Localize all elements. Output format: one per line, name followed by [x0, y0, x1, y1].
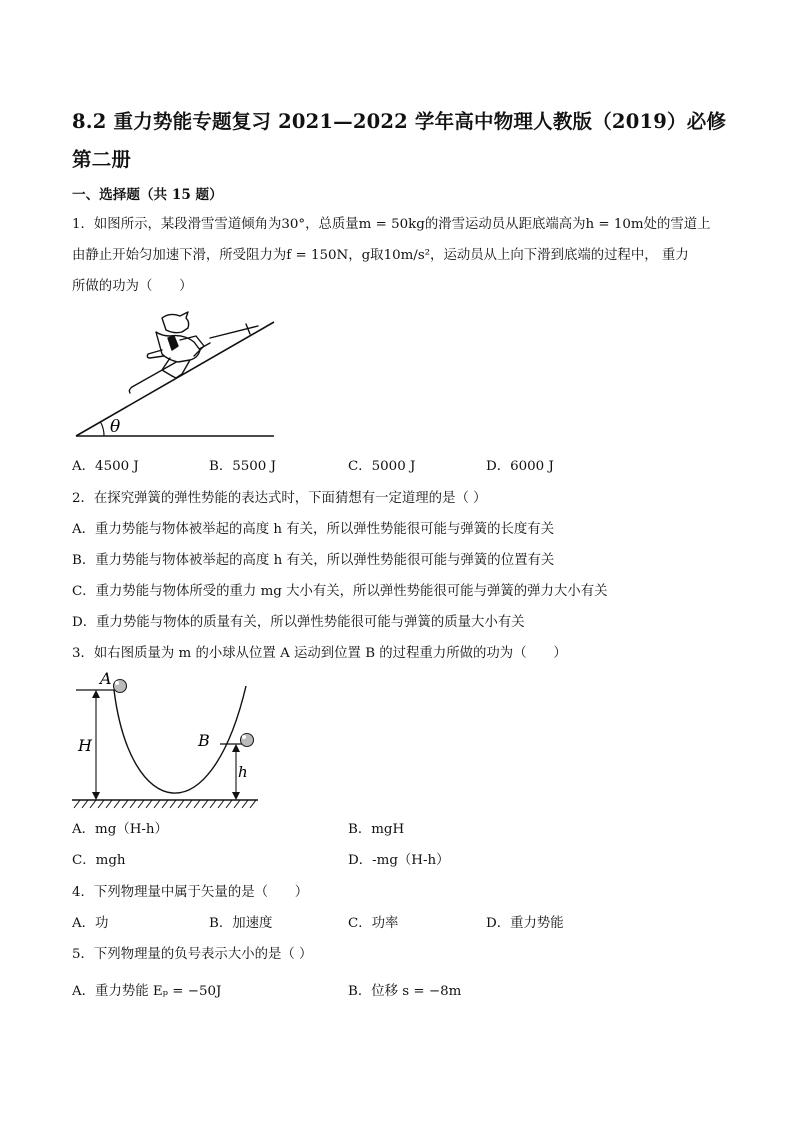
ski-slope-figure [70, 308, 285, 443]
q2-option-a[interactable]: A．重力势能与物体被举起的高度 h 有关，所以弹性势能很可能与弹簧的长度有关 [72, 522, 555, 537]
label-H: H [78, 736, 92, 755]
q5-option-a[interactable]: A．重力势能 Eₚ = −50J [72, 984, 222, 999]
arrow-down-icon [232, 792, 240, 800]
q5-stem: 5．下列物理量的负号表示大小的是（ ） [72, 947, 313, 962]
label-B: B [198, 731, 210, 750]
q3-option-b[interactable]: B．mgH [348, 822, 405, 837]
q5-option-b[interactable]: B．位移 s = −8m [348, 984, 462, 999]
q3-option-c[interactable]: C．mgh [72, 853, 126, 868]
q2-option-c[interactable]: C．重力势能与物体所受的重力 mg 大小有关，所以弹性势能很可能与弹簧的弹力大小有关 [72, 584, 608, 599]
ground-hatching [74, 800, 256, 808]
q1-option-a[interactable]: A．4500 J [72, 459, 139, 474]
ball-at-a [114, 680, 127, 693]
q4-option-c[interactable]: C．功率 [348, 916, 399, 931]
q4-option-d[interactable]: D．重力势能 [486, 916, 564, 931]
q2-option-d[interactable]: D．重力势能与物体的质量有关，所以弹性势能很可能与弹簧的质量大小有关 [72, 615, 525, 630]
arrow-down-icon [92, 792, 100, 800]
ball-track-figure [70, 668, 265, 813]
q3-stem: 3．如右图质量为 m 的小球从位置 A 运动到位置 B 的过程重力所做的功为（ ） [72, 646, 567, 661]
q4-option-b[interactable]: B．加速度 [209, 916, 273, 931]
q1-option-c[interactable]: C．5000 J [348, 459, 416, 474]
angle-label: θ [110, 417, 121, 437]
q2-stem: 2．在探究弹簧的弹性势能的表达式时，下面猜想有一定道理的是（ ） [72, 491, 487, 506]
q2-option-b[interactable]: B．重力势能与物体被举起的高度 h 有关，所以弹性势能很可能与弹簧的位置有关 [72, 553, 555, 568]
q4-option-a[interactable]: A．功 [72, 916, 109, 931]
skier-icon [129, 312, 258, 393]
label-A: A [100, 669, 112, 688]
label-small-h: h [238, 763, 248, 781]
arrow-up-icon [92, 690, 100, 698]
q1-option-d[interactable]: D．6000 J [486, 459, 554, 474]
angle-arc [101, 422, 105, 436]
q1-stem-line1: 1．如图所示，某段滑雪雪道倾角为30°，总质量m = 50kg的滑雪运动员从距底端高为h = 10m处的雪道上 [72, 217, 711, 232]
q1-option-b[interactable]: B．5500 J [209, 459, 276, 474]
q4-stem: 4．下列物理量中属于矢量的是（ ） [72, 885, 309, 900]
section-heading: 一、选择题（共 15 题） [72, 187, 223, 203]
track-curve [114, 686, 246, 793]
q1-stem-line3: 所做的功为（ ） [72, 279, 193, 294]
arrow-up-icon [232, 744, 240, 752]
q3-option-a[interactable]: A．mg（H-h） [72, 822, 168, 837]
q1-stem-line2: 由静止开始匀加速下滑，所受阻力为f = 150N，g取10m/s²，运动员从上向下滑到底端的过程中， 重力 [72, 248, 689, 263]
ball-at-b [241, 734, 254, 747]
q3-option-d[interactable]: D．-mg（H-h） [348, 853, 450, 868]
document-title: 8.2 重力势能专题复习 2021—2022 学年高中物理人教版（2019）必修第二册 [72, 110, 727, 171]
